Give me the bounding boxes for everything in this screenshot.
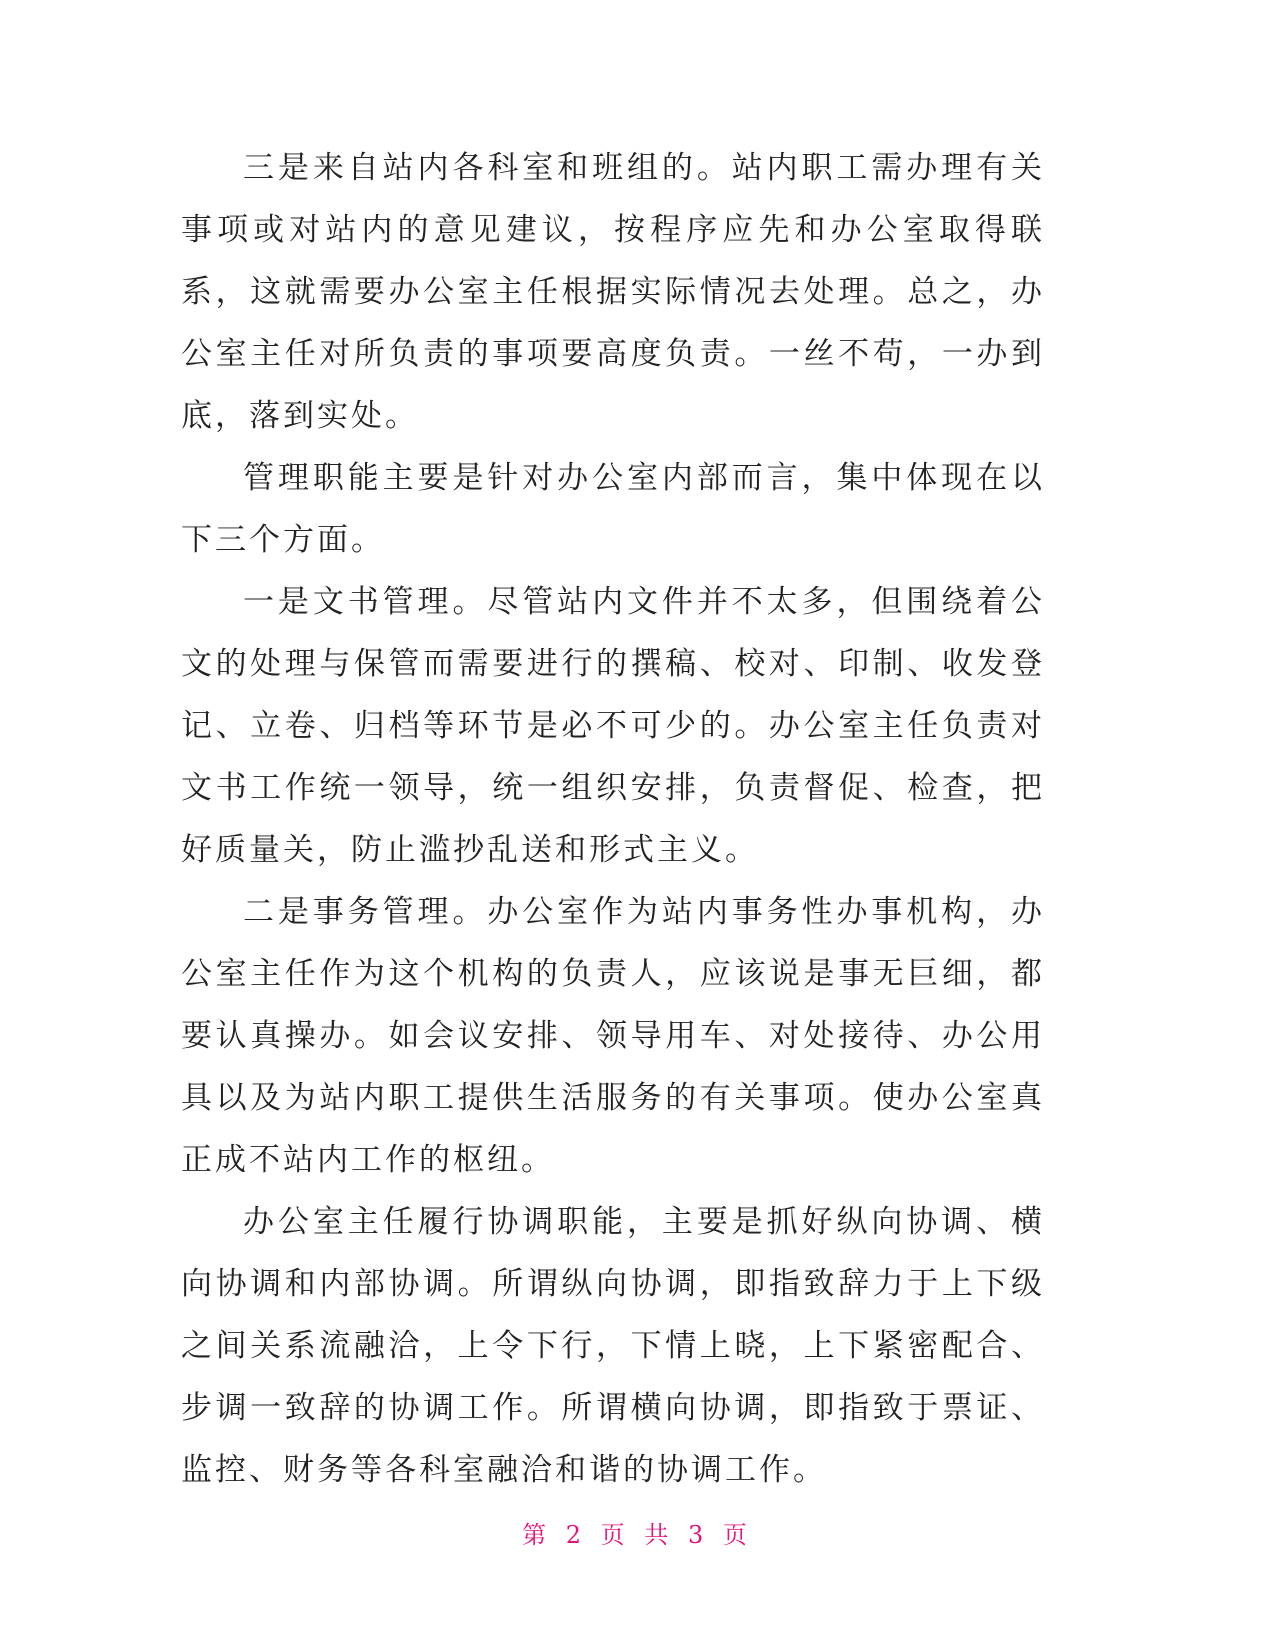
document-body [181, 137, 1045, 1501]
paragraph-1: 三是来自站内各科室和班组的。站内职工需办理有关事项或对站内的意见建议，按程序应先和办公室取得联系，这就需要办公室主任根据实际情况去处理。总之，办公室主任对所负责的事项要高度负责。一丝不苟，一办到底，落到实处。 [181, 150, 1045, 434]
paragraph-5: 办公室主任履行协调职能，主要是抓好纵向协调、横向协调和内部协调。所谓纵向协调，即指致辞力于上下级之间关系流融洽，上令下行，下情上晓，上下紧密配合、步调一致辞的协调工作。所谓横向协调，即指致于票证、监控、财务等各科室融洽和谐的协调工作。 [181, 1204, 1045, 1488]
page-number-label: 第 2 页 共 3 页 [522, 1521, 753, 1549]
page-footer [0, 1515, 1275, 1550]
paragraph-2: 管理职能主要是针对办公室内部而言，集中体现在以下三个方面。 [181, 460, 1045, 558]
paragraph-4: 二是事务管理。办公室作为站内事务性办事机构，办公室主任作为这个机构的负责人，应该说是事无巨细，都要认真操办。如会议安排、领导用车、对处接待、办公用具以及为站内职工提供生活服务的有关事项。使办公室真正成不站内工作的枢纽。 [181, 894, 1045, 1178]
paragraph-3: 一是文书管理。尽管站内文件并不太多，但围绕着公文的处理与保管而需要进行的撰稿、校对、印制、收发登记、立卷、归档等环节是必不可少的。办公室主任负责对文书工作统一领导，统一组织安排，负责督促、检查，把好质量关，防止滥抄乱送和形式主义。 [181, 584, 1045, 868]
